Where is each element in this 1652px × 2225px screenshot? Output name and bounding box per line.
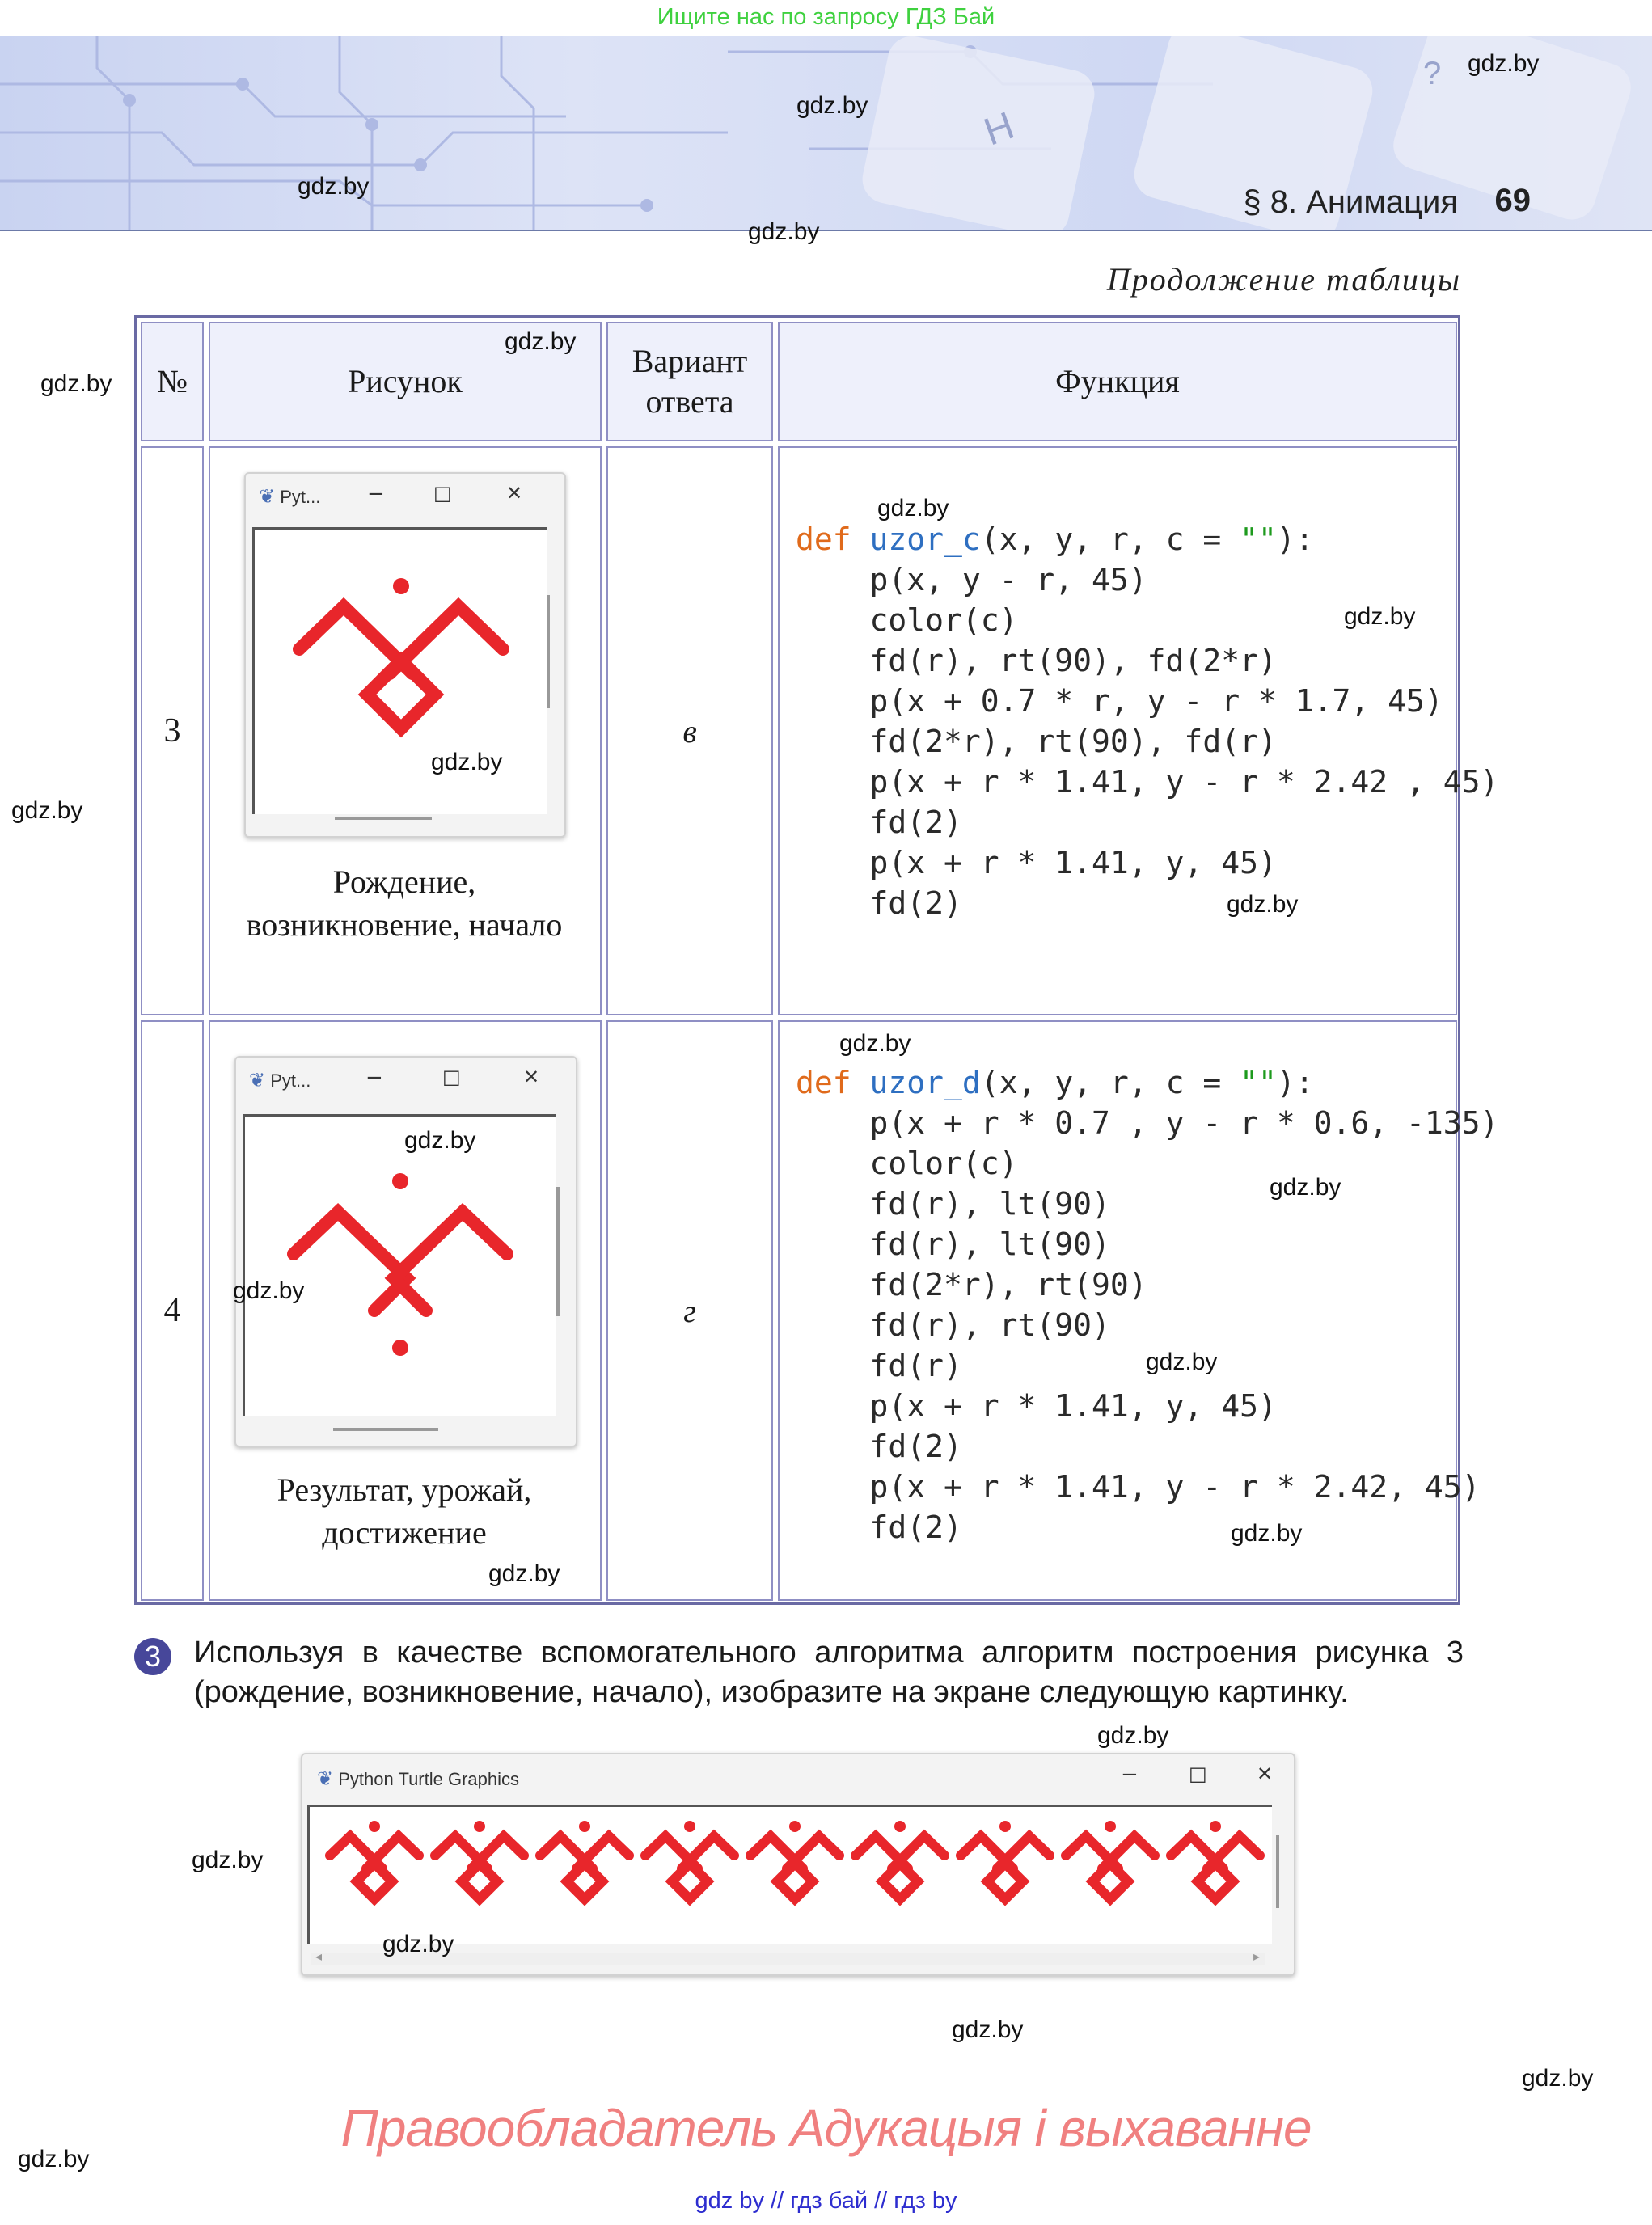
feather-icon: ❦ [259,486,276,508]
turtle-window[interactable] [244,472,566,838]
row-function-3 [778,446,1499,1015]
watermark: gdz.by [877,495,949,521]
maximize-button[interactable]: □ [1189,1763,1207,1785]
pattern-harvest-graphic [245,1117,556,1416]
maximize-button[interactable]: □ [442,1066,461,1088]
turtle-canvas [307,1805,1272,1944]
birth-pattern [1171,1821,1260,1899]
birth-pattern [856,1821,944,1899]
watermark: gdz.by [11,797,83,824]
watermark: gdz.by [839,1030,911,1057]
watermark: gdz.by [382,1931,454,1957]
watermark: gdz.by [1522,2065,1594,2092]
row-picture-3 [209,446,602,1015]
horizontal-scrollbar[interactable] [333,1428,438,1431]
watermark: gdz.by [952,2016,1024,2043]
watermark: gdz.by [192,1847,264,1873]
svg-text:H: H [978,103,1020,154]
close-button[interactable]: ✕ [506,482,523,505]
bottom-links[interactable]: gdz by // гдз бай // гдз by [695,2188,957,2214]
birth-pattern [645,1821,734,1899]
watermark: gdz.by [1270,1174,1341,1201]
watermark: gdz.by [1231,1520,1303,1547]
vertical-scrollbar[interactable] [547,595,550,708]
row-variant-3: в [606,446,773,1015]
code-signature: def uzor_d(x, y, r, c = ""): [796,1065,1314,1100]
header-num: № [141,322,204,441]
watermark: gdz.by [1468,50,1540,77]
watermark: gdz.by [488,1560,560,1587]
code-body: p(x, y - r, 45) color(c) fd(r), rt(90), fd(2*r) p(x + 0.7 * r, y - r * 1.7, 45) fd(2*r), rt(90), fd(r) p(x + r * 1.41, y - r * 2.42 , 45) fd(2) p(x + r * 1.41, y, 45) fd(2) [869,562,1499,921]
window-title: ❦ Pyt... [249,1070,311,1091]
watermark: gdz.by [431,749,503,775]
header-picture: Рисунок [209,322,602,441]
watermark: gdz.by [505,328,577,355]
section-title: § 8. Анимация [1243,184,1458,220]
feather-icon: ❦ [317,1768,334,1790]
birth-pattern [540,1821,629,1899]
top-search-banner[interactable]: Ищите нас по запросу ГДЗ Бай [657,4,995,30]
row-num-3: 3 [141,446,204,1015]
feather-icon: ❦ [249,1070,266,1091]
task-text: Используя в качестве вспомогательного алгоритма алгоритм построения рисунка 3 (рождение, возникновение, начало), изобразите на экране следующую картинку. [194,1636,1464,1709]
close-button[interactable]: ✕ [1257,1763,1274,1785]
header-function: Функция [778,322,1457,441]
table-continuation-label: Продолжение таблицы [1106,261,1461,298]
page-number: 69 [1494,183,1531,218]
turtle-window[interactable] [234,1056,577,1447]
task-number-badge: 3 [134,1638,171,1675]
code-body: p(x + r * 0.7 , y - r * 0.6, -135) color(c) fd(r), lt(90) fd(r), lt(90) fd(2*r), rt(90) fd(r), rt(90) fd(r) p(x + r * 1.41, y, 45) fd(2) p(x + r * 1.41, y - r * 2.42, 45) fd(2) [869,1105,1499,1545]
watermark: gdz.by [748,218,820,245]
animation-table [134,315,1499,1605]
watermark: gdz.by [1227,891,1299,918]
window-title: ❦ Python Turtle Graphics [317,1768,520,1790]
birth-pattern [330,1821,419,1899]
pattern-birth-graphic [255,530,547,814]
svg-text:?: ? [1423,56,1442,91]
turtle-canvas [252,527,547,814]
watermark: gdz.by [18,2146,90,2172]
birth-pattern [961,1821,1050,1899]
watermark: gdz.by [1097,1722,1169,1749]
vertical-scrollbar[interactable] [1276,1835,1279,1908]
horizontal-scrollbar[interactable] [335,817,432,820]
vertical-scrollbar[interactable] [556,1187,560,1316]
birth-pattern [1066,1821,1155,1899]
close-button[interactable]: ✕ [523,1066,540,1088]
minimize-button[interactable]: − [367,482,385,506]
minimize-button[interactable]: − [365,1066,383,1090]
birth-pattern [750,1821,839,1899]
turtle-canvas [243,1114,556,1416]
watermark: gdz.by [233,1277,305,1304]
pattern-caption: Результат, урожай, достижение [277,1471,532,1551]
scroll-left-arrow-icon[interactable]: ◂ [315,1950,323,1964]
watermark: gdz.by [796,92,868,119]
watermark: gdz.by [1344,603,1416,630]
window-title: ❦ Pyt... [259,486,321,508]
pattern-row-graphic [310,1807,1272,1944]
code-signature: def uzor_c(x, y, r, c = ""): [796,521,1314,557]
watermark: gdz.by [40,370,112,397]
header-variant: Вариант ответа [606,322,773,441]
watermark: gdz.by [298,173,370,200]
birth-pattern [435,1821,524,1899]
watermark: gdz.by [1146,1349,1218,1375]
row-variant-4: г [606,1020,773,1601]
minimize-button[interactable]: − [1121,1763,1139,1787]
watermark: gdz.by [404,1127,476,1154]
row-function-4 [778,1020,1499,1601]
pattern-caption: Рождение, возникновение, начало [246,863,563,943]
row-picture-4 [209,1020,602,1601]
copyright-notice: Правообладатель Адукацыя і выхаванне [340,2099,1312,2157]
scroll-right-arrow-icon[interactable]: ▸ [1253,1950,1260,1964]
row-num-4: 4 [141,1020,204,1601]
maximize-button[interactable]: □ [433,482,452,505]
